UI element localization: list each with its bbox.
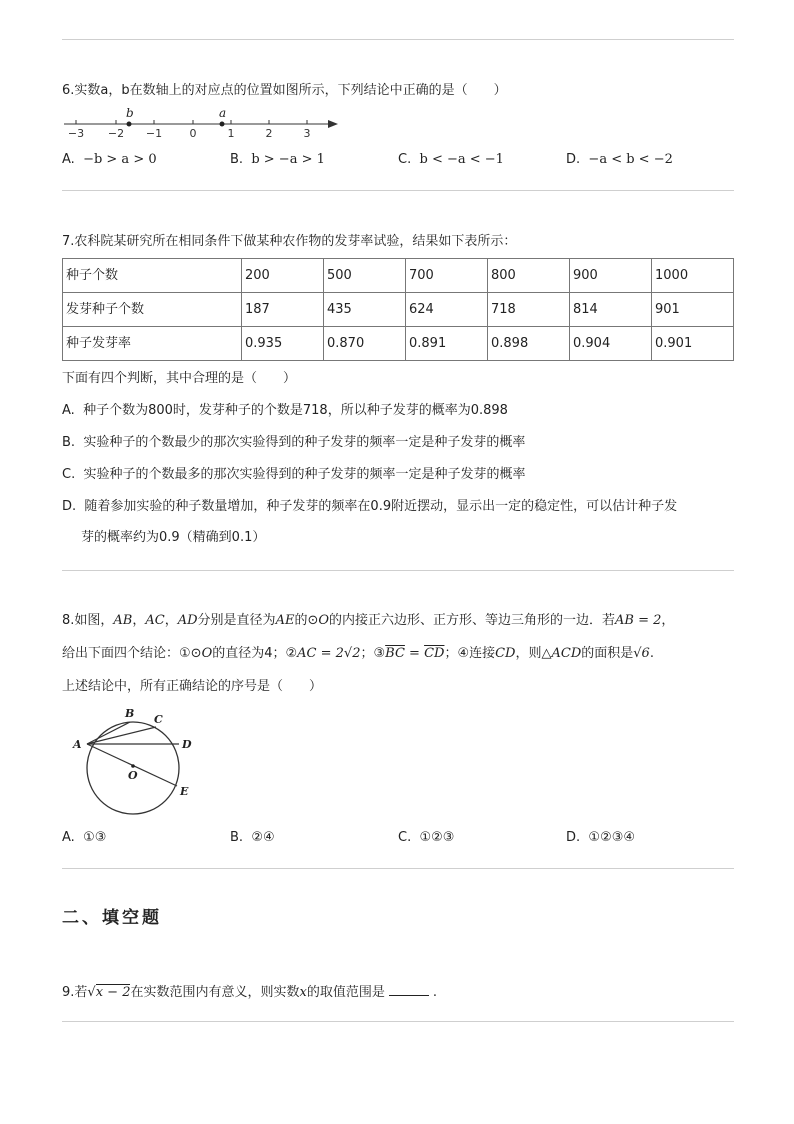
table-cell: 901 xyxy=(652,293,734,327)
section-title: 二、填空题 xyxy=(62,908,162,928)
tick-label: 1 xyxy=(227,127,235,140)
table-cell: 435 xyxy=(324,293,406,327)
q6-stem: 6.实数a，b在数轴上的对应点的位置如图所示，下列结论中正确的是（ ） xyxy=(62,83,507,98)
point-a-label: a xyxy=(219,106,227,120)
q8-line2: 给出下面四个结论：①⊙O的直径为4；②AC = 2√2；$③\overline{BC} = \overline{CD}$；④连接CD，则△ACD的面积是√6. xyxy=(62,646,654,661)
label-c: C xyxy=(154,713,163,726)
label-b: B xyxy=(125,707,135,720)
q7-stem: 7.农科院某研究所在相同条件下做某种农作物的发芽率试验，结果如下表所示： xyxy=(62,234,517,249)
table-cell: 1000 xyxy=(652,259,734,293)
q7-option-a[interactable]: A. 种子个数为800时，发芽种子的个数是718，所以种子发芽的概率为0.898 xyxy=(62,403,508,418)
q7-option-d[interactable]: D. 随着参加实验的种子数量增加，种子发芽的频率在0.9附近摆动，显示出一定的稳定性，可以估计种子发 xyxy=(62,499,678,514)
table-row xyxy=(63,259,734,293)
q8-option-a[interactable]: A. ①③ xyxy=(62,830,107,845)
table-row xyxy=(63,327,734,361)
q8-option-d[interactable]: D. ①②③④ xyxy=(566,830,636,845)
table-cell: 718 xyxy=(488,293,570,327)
table-cell: 800 xyxy=(488,259,570,293)
label-e: E xyxy=(180,785,189,798)
q8-line1: 8.如图，AB，AC，AD分别是直径为AE的⊙O的内接正六边形、正方形、等边三角形的一边．若AB = 2， xyxy=(62,613,675,628)
q6-option-b[interactable]: B. b > −a > 1 xyxy=(230,152,325,167)
tick-label: 3 xyxy=(303,127,311,140)
label-a: A xyxy=(73,738,82,751)
point-b-label: b xyxy=(126,106,134,120)
table-cell: 187 xyxy=(242,293,324,327)
q7-option-b[interactable]: B. 实验种子的个数最少的那次实验得到的种子发芽的频率一定是种子发芽的概率 xyxy=(62,435,526,450)
label-o: O xyxy=(128,769,138,782)
table-cell: 0.870 xyxy=(324,327,406,361)
answer-blank[interactable] xyxy=(389,983,429,996)
tick-label: −2 xyxy=(107,127,125,140)
table-cell: 0.904 xyxy=(570,327,652,361)
q7-prompt: 下面有四个判断，其中合理的是（ ） xyxy=(62,371,297,386)
q8-line3: 上述结论中，所有正确结论的序号是（ ） xyxy=(62,679,323,694)
point-a-dot xyxy=(220,122,225,127)
q6-option-d[interactable]: D. −a < b < −2 xyxy=(566,152,673,167)
tick-label: 0 xyxy=(189,127,197,140)
table-cell: 发芽种子个数 xyxy=(63,293,242,327)
divider-top xyxy=(62,39,734,40)
table-cell: 200 xyxy=(242,259,324,293)
q6-option-c[interactable]: C. b < −a < −1 xyxy=(398,152,504,167)
table-cell: 种子发芽率 xyxy=(63,327,242,361)
divider xyxy=(62,868,734,869)
table-cell: 0.898 xyxy=(488,327,570,361)
table-cell: 900 xyxy=(570,259,652,293)
tick-label: −1 xyxy=(145,127,163,140)
q7-option-d-continuation: 芽的概率约为0.9（精确到0.1） xyxy=(81,530,266,545)
q8-option-c[interactable]: C. ①②③ xyxy=(398,830,455,845)
q8-option-b[interactable]: B. ②④ xyxy=(230,830,275,845)
table-cell: 0.891 xyxy=(406,327,488,361)
germination-table xyxy=(62,258,734,361)
divider xyxy=(62,190,734,191)
tick-label: −3 xyxy=(67,127,85,140)
tick-label: 2 xyxy=(265,127,273,140)
divider xyxy=(62,570,734,571)
q7-option-c[interactable]: C. 实验种子的个数最多的那次实验得到的种子发芽的频率一定是种子发芽的概率 xyxy=(62,467,526,482)
table-row xyxy=(63,293,734,327)
table-cell: 814 xyxy=(570,293,652,327)
circle-figure xyxy=(66,703,206,815)
number-line xyxy=(62,104,342,142)
divider xyxy=(62,1021,734,1022)
table-cell: 种子个数 xyxy=(63,259,242,293)
q6-option-a[interactable]: A. −b > a > 0 xyxy=(62,152,157,167)
label-d: D xyxy=(182,738,192,751)
point-b-dot xyxy=(127,122,132,127)
table-cell: 0.901 xyxy=(652,327,734,361)
table-cell: 700 xyxy=(406,259,488,293)
q9-stem: 9.若√x − 2在实数范围内有意义，则实数x的取值范围是 . xyxy=(62,985,437,1000)
table-cell: 500 xyxy=(324,259,406,293)
table-cell: 624 xyxy=(406,293,488,327)
table-cell: 0.935 xyxy=(242,327,324,361)
